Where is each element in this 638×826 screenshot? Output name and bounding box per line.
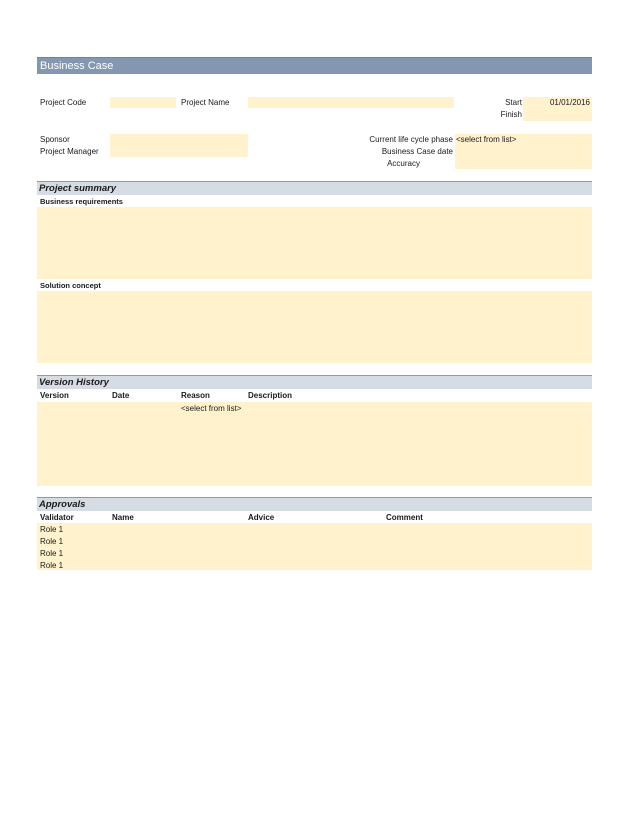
approval-row-1: Role 1 (40, 525, 64, 534)
approval-row-4: Role 1 (40, 561, 64, 570)
col-advice: Advice (248, 513, 275, 522)
approvals-header (37, 497, 592, 511)
project-manager-label: Project Manager (40, 147, 99, 156)
business-case-date-label: Business Case date (381, 147, 453, 156)
start-label: Start (505, 98, 522, 107)
col-description: Description (248, 391, 293, 400)
approvals-heading: Approvals (39, 499, 86, 510)
page-title: Business Case (40, 60, 114, 72)
project-summary-header (37, 181, 592, 195)
version-history-header (37, 375, 592, 389)
accuracy-label: Accuracy (387, 159, 420, 168)
solution-concept-label: Solution concept (40, 281, 101, 290)
start-value: 01/01/2016 (549, 98, 590, 107)
project-name-field[interactable] (248, 97, 454, 108)
reason-select[interactable]: <select from list> (181, 404, 242, 413)
business-requirements-label: Business requirements (40, 197, 123, 206)
approval-row-2: Role 1 (40, 537, 64, 546)
col-name: Name (112, 513, 134, 522)
version-history-area[interactable] (37, 402, 592, 486)
approvals-area[interactable] (37, 523, 592, 570)
approval-row-3: Role 1 (40, 549, 64, 558)
col-validator: Validator (40, 513, 74, 522)
sponsor-label: Sponsor (40, 135, 70, 144)
sponsor-manager-fields[interactable] (110, 134, 248, 157)
title-bar (37, 57, 592, 74)
col-date: Date (112, 391, 130, 400)
col-version: Version (40, 391, 69, 400)
business-requirements-area[interactable] (37, 207, 592, 279)
finish-label: Finish (500, 110, 522, 119)
life-cycle-label: Current life cycle phase (369, 135, 453, 144)
life-cycle-select[interactable]: <select from list> (456, 135, 517, 144)
project-name-label: Project Name (181, 98, 230, 107)
project-code-label: Project Code (40, 98, 87, 107)
col-reason: Reason (181, 391, 210, 400)
solution-concept-area[interactable] (37, 291, 592, 363)
col-comment: Comment (386, 513, 423, 522)
version-history-heading: Version History (39, 377, 109, 388)
project-code-field[interactable] (110, 97, 176, 108)
project-summary-heading: Project summary (39, 183, 117, 194)
